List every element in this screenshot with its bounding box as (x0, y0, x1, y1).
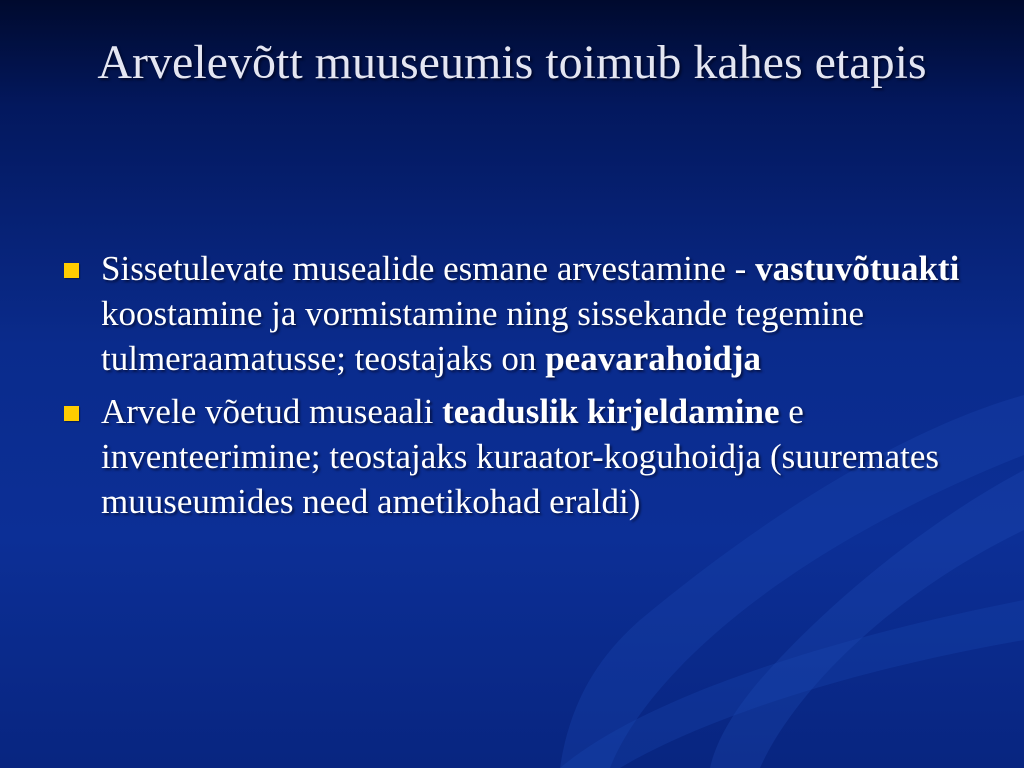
bullet-item-2 (62, 389, 962, 524)
square-bullet-icon (64, 406, 79, 421)
bullet-bold-text: vastuvõtuakti (755, 249, 960, 288)
bullet-text: Sissetulevate musealide esmane arvestamine - (101, 249, 756, 288)
square-bullet-icon (64, 263, 79, 278)
bullet-item-1 (62, 246, 962, 381)
bullet-list (62, 246, 962, 532)
bullet-bold-text: teaduslik kirjeldamine (442, 392, 780, 431)
bullet-text: Arvele võetud museaali (101, 392, 443, 431)
bullet-bold-text: peavarahoidja (545, 339, 762, 378)
bullet-text: koostamine ja vormistamine ning sissekande tegemine tulmeraamatusse; teostajaks on (101, 294, 865, 378)
slide-title: Arvelevõtt muuseumis toimub kahes etapis (97, 36, 927, 89)
bullet-text: e inventeerimine; teostajaks kuraator-koguhoidja (suuremates muuseumides need ametikohad eraldi) (101, 392, 940, 521)
